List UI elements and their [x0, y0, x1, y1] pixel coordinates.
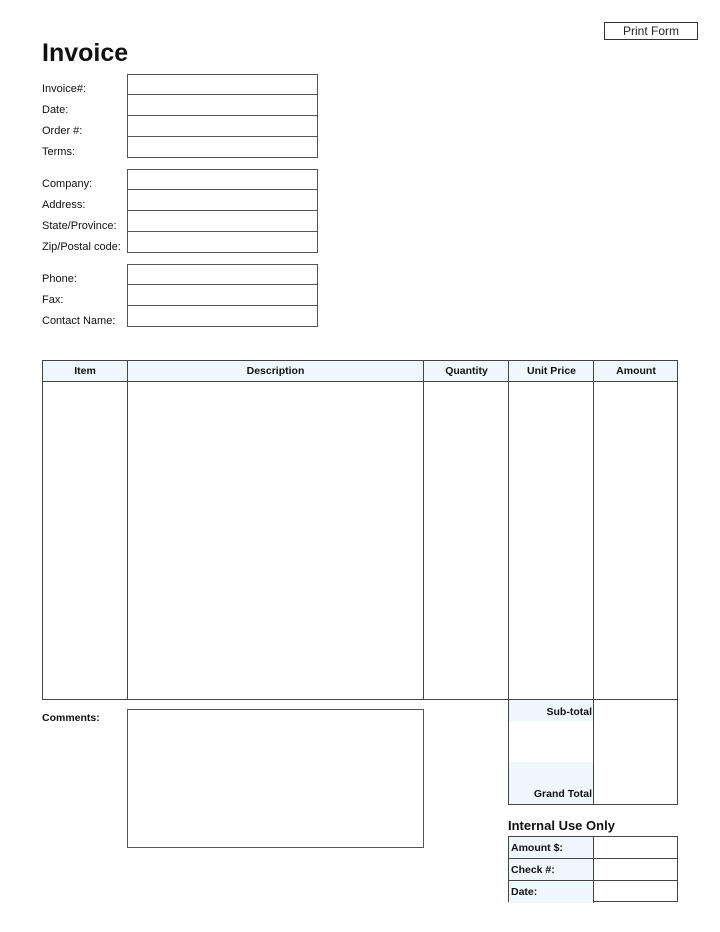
terms-label: Terms: — [42, 146, 75, 158]
page-title: Invoice — [42, 39, 129, 67]
invoice-fields — [127, 74, 318, 158]
comments-label: Comments: — [42, 712, 100, 724]
contact-name-label: Contact Name: — [42, 315, 116, 327]
date-field[interactable] — [127, 95, 318, 116]
item-header: Item — [74, 365, 96, 377]
fax-field[interactable] — [127, 285, 318, 306]
grand-total-label: Grand Total — [509, 762, 594, 804]
internal-use-title: Internal Use Only — [508, 818, 615, 833]
internal-check-label: Check #: — [509, 859, 594, 880]
internal-date-field[interactable] — [594, 881, 677, 903]
address-label: Address: — [42, 199, 86, 211]
items-table — [42, 360, 678, 700]
order-number-label: Order #: — [42, 125, 83, 137]
description-header: Description — [246, 365, 305, 377]
internal-amount-label: Amount $: — [509, 837, 594, 858]
subtotal-label: Sub-total — [509, 700, 594, 721]
internal-amount-row — [509, 837, 677, 859]
totals-box — [508, 700, 678, 805]
totals-value-field[interactable] — [594, 700, 677, 804]
state-province-field[interactable] — [127, 211, 318, 232]
quantity-header: Quantity — [445, 365, 488, 377]
internal-date-label: Date: — [509, 881, 594, 903]
zip-postal-field[interactable] — [127, 232, 318, 253]
contact-fields — [127, 264, 318, 327]
internal-check-field[interactable] — [594, 859, 677, 880]
internal-use-table — [508, 836, 678, 902]
amount-header: Amount — [616, 365, 656, 377]
state-province-label: State/Province: — [42, 220, 117, 232]
unit-price-header: Unit Price — [526, 365, 576, 377]
fax-label: Fax: — [42, 294, 64, 306]
column-divider — [423, 361, 424, 699]
company-label: Company: — [42, 178, 93, 190]
internal-amount-field[interactable] — [594, 837, 677, 858]
phone-field[interactable] — [127, 264, 318, 285]
column-divider — [593, 361, 594, 699]
phone-label: Phone: — [42, 273, 77, 285]
invoice-number-field[interactable] — [127, 74, 318, 95]
invoice-number-label: Invoice#: — [42, 83, 87, 95]
date-label: Date: — [42, 104, 69, 116]
address-field[interactable] — [127, 190, 318, 211]
items-table-header — [43, 361, 677, 382]
zip-postal-label: Zip/Postal code: — [42, 241, 121, 253]
internal-date-row — [509, 881, 677, 903]
column-divider — [127, 361, 128, 699]
comments-field[interactable] — [127, 709, 424, 848]
print-form-button[interactable]: Print Form — [604, 22, 698, 40]
order-number-field[interactable] — [127, 116, 318, 137]
contact-name-field[interactable] — [127, 306, 318, 327]
terms-field[interactable] — [127, 137, 318, 158]
company-field[interactable] — [127, 169, 318, 190]
internal-check-row — [509, 859, 677, 881]
column-divider — [508, 361, 509, 699]
company-fields — [127, 169, 318, 253]
